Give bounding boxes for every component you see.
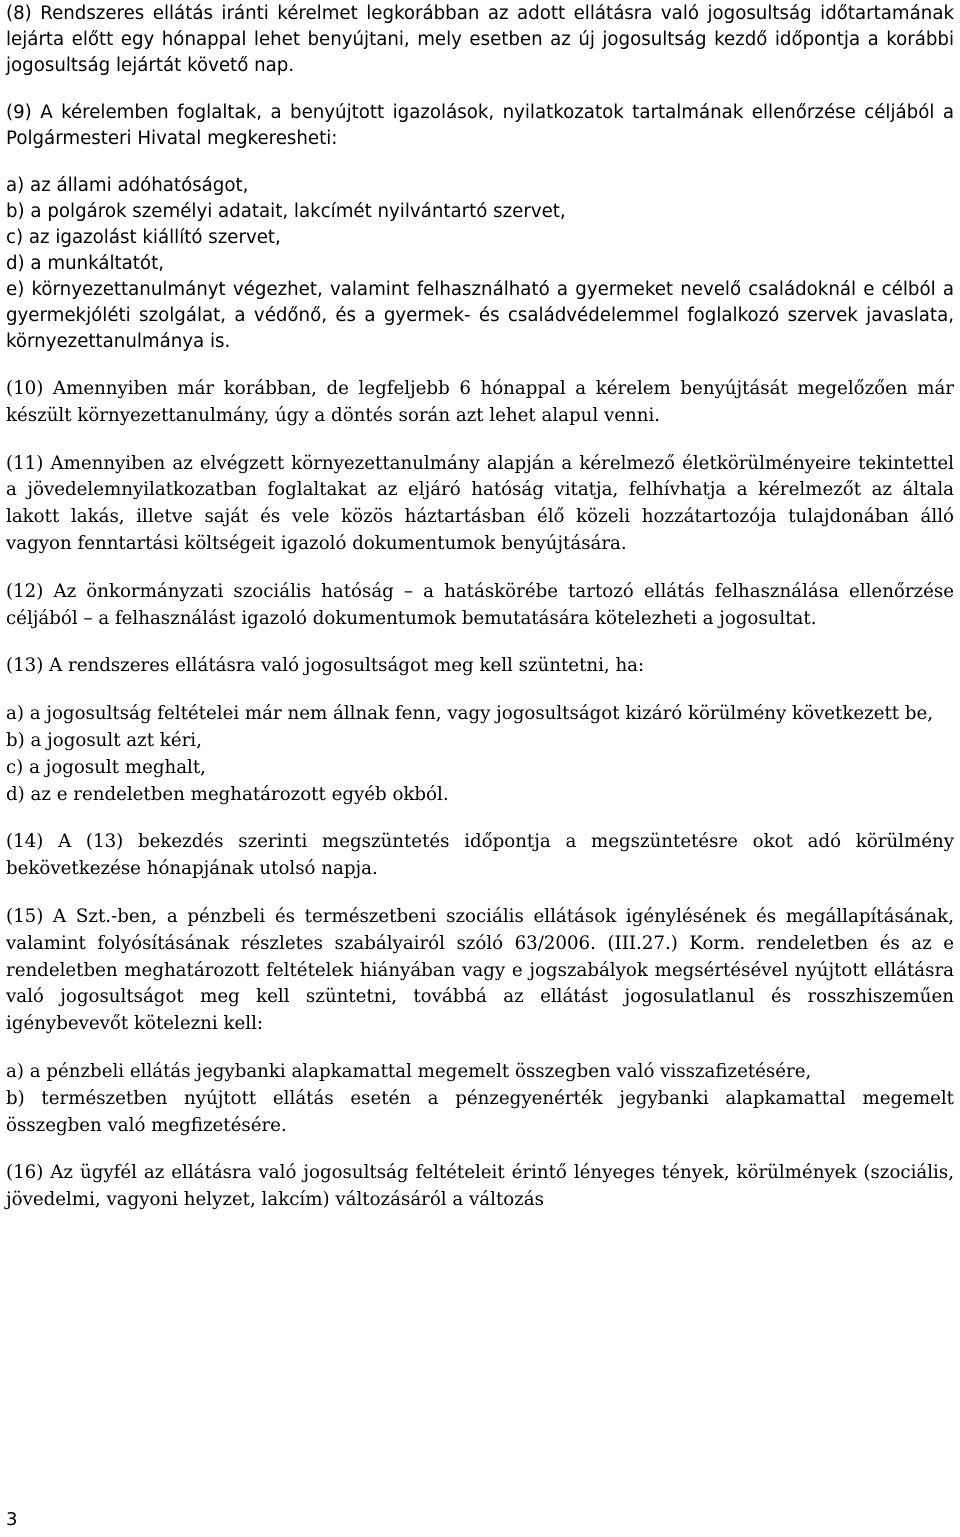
list-item: a) az állami adóhatóságot, bbox=[6, 175, 249, 196]
list-item: b) természetben nyújtott ellátás esetén a pénzegyenérték jegybanki alapkamattal megemelt összegben való megfizetésére. bbox=[6, 1087, 954, 1136]
paragraph-9 bbox=[6, 100, 954, 355]
paragraph-8: (8) Rendszeres ellátás iránti kérelmet legkorábban az adott ellátásra való jogosultság időtartamának lejárta előtt egy hónappal lehet benyújtani, mely esetben az új jogosultság kezdő időpontja a korábbi jogosultság lejártát követő nap. bbox=[6, 3, 954, 76]
list-item: d) az e rendeletben meghatározott egyéb okból. bbox=[6, 783, 449, 805]
paragraph-11: (11) Amennyiben az elvégzett környezettanulmány alapján a kérelmező életkörülményeire tekintettel a jövedelemnyilatkozatban foglaltakat az eljáró hatóság vitatja, felhívhatja a kérelmezőt az általa lakott lakás, illetve saját és vele közös háztartásban élő közeli hozzátartozója tulajdonában álló vagyon fenntartási költségeit igazoló dokumentumok benyújtására. bbox=[6, 452, 954, 554]
list-item: b) a jogosult azt kéri, bbox=[6, 729, 202, 751]
paragraph-16: (16) Az ügyfél az ellátásra való jogosultság feltételeit érintő lényeges tények, körülmények (szociális, jövedelmi, vagyoni helyzet, lakcím) változásáról a változás bbox=[6, 1162, 954, 1211]
paragraph-13-intro: (13) A rendszeres ellátásra való jogosultságot meg kell szüntetni, ha: bbox=[6, 655, 645, 677]
document-page bbox=[6, 0, 954, 1214]
paragraph-10: (10) Amennyiben már korábban, de legfeljebb 6 hónappal a kérelem benyújtását megelőzően már készült környezettanulmány, úgy a döntés során azt lehet alapul venni. bbox=[6, 378, 954, 426]
list-item: b) a polgárok személyi adatait, lakcímét nyilvántartó szervet, bbox=[6, 201, 566, 222]
paragraph-9-list bbox=[6, 173, 954, 355]
paragraph-15: (15) A Szt.-ben, a pénzbeli és természetbeni szociális ellátások igénylésének és megállapításának, valamint folyósításának részletes szabályairól szóló 63/2006. (III.27.) Korm. rendeletben és az e rendeletben meghatározott feltételek hiányában vagy e jogszabályok megsértésével nyújtott ellátásra való jogosultságot meg kell szüntetni, továbbá az ellátást jogosulatlanul és rosszhiszeműen igénybevevőt kötelezni kell: bbox=[6, 905, 954, 1035]
list-item: c) az igazolást kiállító szervet, bbox=[6, 227, 281, 248]
paragraph-15-list bbox=[6, 1059, 954, 1139]
paragraph-13-list bbox=[6, 701, 954, 808]
paragraph-12: (12) Az önkormányzati szociális hatóság – a hatáskörébe tartozó ellátás felhasználása ellenőrzése céljából – a felhasználást igazoló dokumentumok bemutatására kötelezheti a jogosultat. bbox=[6, 580, 954, 629]
list-item: c) a jogosult meghalt, bbox=[6, 756, 206, 778]
list-item: a) a pénzbeli ellátás jegybanki alapkamattal megemelt összegben való visszafizetésére, bbox=[6, 1060, 812, 1082]
list-item: d) a munkáltatót, bbox=[6, 253, 164, 274]
page-number: 3 bbox=[6, 1509, 18, 1530]
list-item: a) a jogosultság feltételei már nem állnak fenn, vagy jogosultságot kizáró körülmény következett be, bbox=[6, 703, 934, 725]
paragraph-14: (14) A (13) bekezdés szerinti megszüntetés időpontja a megszüntetésre okot adó körülmény bekövetkezése hónapjának utolsó napja. bbox=[6, 831, 954, 880]
paragraph-9-intro: (9) A kérelemben foglaltak, a benyújtott igazolások, nyilatkozatok tartalmának ellenőrzése céljából a Polgármesteri Hivatal megkeresheti: bbox=[6, 102, 954, 149]
paragraph-13 bbox=[6, 653, 954, 808]
list-item: e) környezettanulmányt végezhet, valamint felhasználható a gyermeket nevelő családoknál e célból a gyermekjóléti szolgálat, a védőnő, és a gyermek- és családvédelemmel foglalkozó szervek javaslata, környezettanulmánya is. bbox=[6, 279, 954, 352]
